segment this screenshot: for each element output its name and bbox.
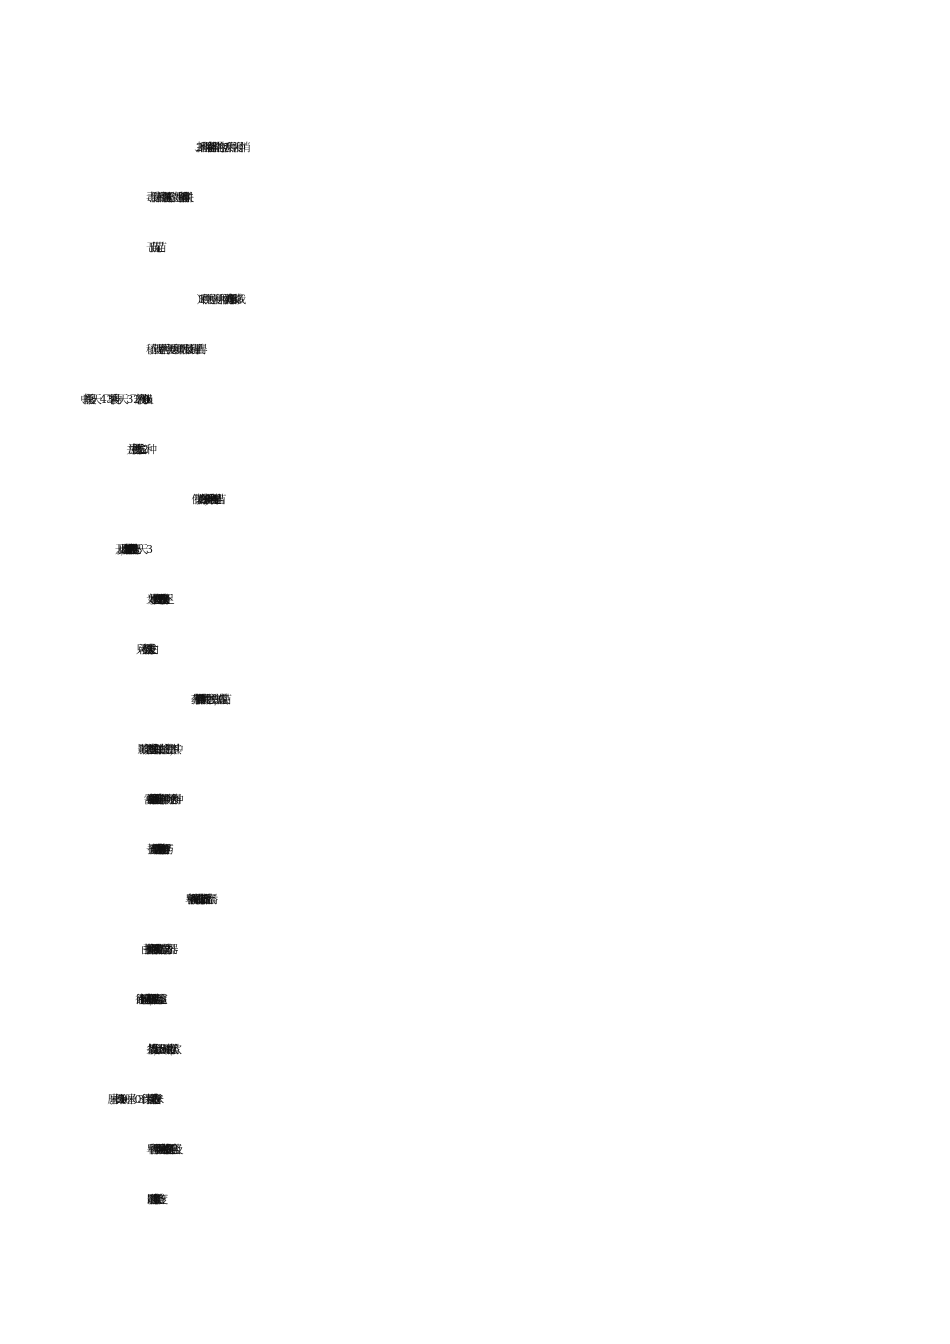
text-line-6	[146, 383, 950, 417]
text-line-4: （1）晒种、选种、浸种、种子消毒 同普通水田移栽	[196, 293, 238, 306]
text-line-11: 象, 只可浸种到颖壳发白。	[146, 643, 152, 656]
text-line-2: 毒、催芽、播种、覆土(镇压）等。过好旱稻播种关,有利	[146, 191, 184, 204]
text-line-20	[146, 1083, 950, 1117]
text-line-7	[146, 433, 950, 467]
text-line-18: 播种, 行距小而播幅窄。人工开沟播种，行距大而且播幅宽。	[146, 993, 159, 1006]
text-line-14: 蝼蛄最为普遍, 需要在播种前用药剂拌种。将吸足水分得种	[146, 793, 175, 806]
text-line-16: (4)播种 旱稻播种方式有条播、撒播、点播 3 种。条播	[200, 893, 201, 906]
text-line-12: （3)药剂拌种 旱稻苗期常受地下害虫为害，造成缺苗	[196, 693, 223, 706]
text-line-21: 旱稻得播种质量应当严格保证, 因为它关系到能否出全苗及	[146, 1143, 175, 1156]
text-line-17: 应用得最多, 由于播种机具不同又有宽幅与窄幅之分。机器	[146, 943, 169, 956]
text-line-3: 于出苗、足苗。	[146, 241, 160, 254]
text-line-1: 2、播种保全苗 旱稻播种内容包括：晒种、浸种、消	[196, 141, 243, 154]
text-line-9	[146, 533, 950, 567]
text-line-5: 稻。但就是旱稻种子浸透即可（即吸水量为其种子重得	[146, 343, 199, 356]
text-line-8: (2)催芽 北方催芽播种一般可提早出苗 4 天，早出穗	[204, 493, 211, 506]
text-line-10: 为好。但假如土壤水分不足, 则不宜催芽, 以免发生干芽现	[146, 593, 161, 606]
text-line-15: 子摊开晾至颖壳发白程度再行拌药, 通常用呋喃丹拌种。	[146, 843, 163, 856]
text-line-19: 条播以宽行为好，行距为２５～３０厘米。也可以穴播，穴	[146, 1043, 172, 1056]
text-line-13: 断垄, 影响产量。主要害虫有蝼蛄、蛴螬、金针虫等，其中	[146, 743, 175, 756]
text-line-22: 以后得生长整齐度, 影响产量。	[146, 1193, 155, 1206]
